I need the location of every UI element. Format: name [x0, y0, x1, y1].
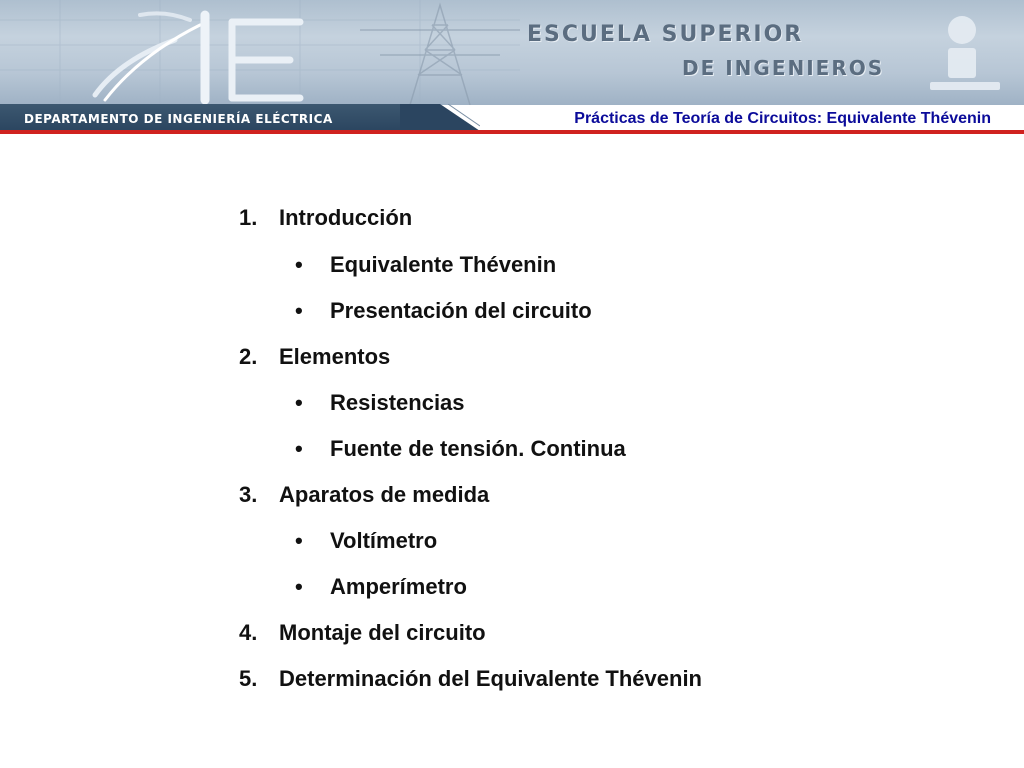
subitem-label: Amperímetro — [330, 574, 467, 599]
item-number: 1. — [239, 205, 258, 230]
item-label: Aparatos de medida — [279, 482, 490, 507]
subitem-label: Fuente de tensión. Continua — [330, 436, 626, 461]
bullet-icon: • — [295, 252, 303, 277]
bullet-icon: • — [295, 436, 303, 461]
subitem-label: Resistencias — [330, 390, 465, 415]
bullet-icon: • — [295, 574, 303, 599]
subitem-label: Voltímetro — [330, 528, 438, 553]
subitem-label: Equivalente Thévenin — [330, 252, 557, 277]
bullet-icon: • — [295, 528, 303, 553]
item-number: 5. — [239, 666, 258, 691]
item-label: Montaje del circuito — [279, 620, 486, 645]
item-number: 4. — [239, 620, 258, 645]
bullet-icon: • — [295, 298, 303, 323]
bullet-icon: • — [295, 390, 303, 415]
item-label: Elementos — [279, 344, 391, 369]
subitem-label: Presentación del circuito — [330, 298, 592, 323]
item-label: Determinación del Equivalente Thévenin — [279, 666, 702, 691]
item-number: 2. — [239, 344, 258, 369]
item-label: Introducción — [279, 205, 413, 230]
course-title: Prácticas de Teoría de Circuitos: Equivalente Thévenin — [574, 110, 991, 127]
school-name-line1: ESCUELA SUPERIOR — [527, 22, 804, 47]
item-number: 3. — [239, 482, 258, 507]
school-name-line2: DE INGENIEROS — [682, 56, 885, 80]
department-label: DEPARTAMENTO DE INGENIERÍA ELÉCTRICA — [24, 112, 333, 126]
